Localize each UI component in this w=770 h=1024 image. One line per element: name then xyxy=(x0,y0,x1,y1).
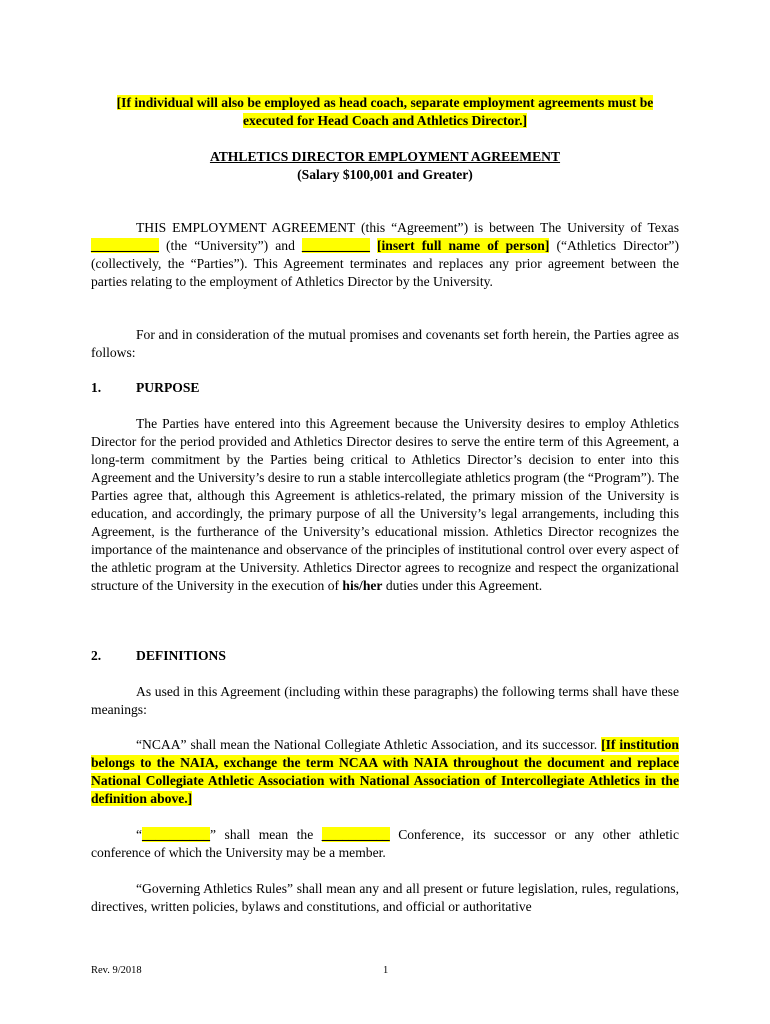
governing-rules-definition xyxy=(91,880,679,916)
instruction-note xyxy=(91,94,679,130)
intro-text-c xyxy=(370,238,377,253)
ncaa-definition xyxy=(91,736,679,808)
definitions-intro xyxy=(91,683,679,719)
purpose-text-a: The Parties have entered into this Agreement because the University desires to employ Athletics Director for the period provided and Athletics Director desires to serve the entire term of this Agreement, a long-term commitment by the Parties being critical to Athletics Director’s decision to enter into this Agreement and the University’s desire to run a stable intercollegiate athletics program (the “Program”). The Parties agree that, although this Agreement is athletics-related, the primary mission of the University is education, and accordingly, the primary purpose of all the University’s legal arrangements, including this Agreement, is the furtherance of the University’s educational mission. Athletics Director recognizes the importance of the maintenance and observance of the principles of institutional control over every aspect of the athletic program at the University. Athletics Director agrees to recognize and respect the organizational structure of the University in the execution of xyxy=(91,416,679,593)
definitions-intro-text: As used in this Agreement (including within these paragraphs) the following terms shall have these meanings: xyxy=(91,684,679,717)
name-blank: __________ xyxy=(301,238,370,253)
page-number: 1 xyxy=(383,965,389,976)
revision-footer: Rev. 9/2018 xyxy=(91,965,142,976)
instruction-note-text: [If individual will also be employed as head coach, separate employment agreements must be executed for Head Coach and Athletics Director.] xyxy=(116,95,654,128)
governing-rules-text: “Governing Athletics Rules” shall mean any and all present or future legislation, rules, regulations, directives, written policies, bylaws and constitutions, and official or authoritative xyxy=(91,881,679,914)
conference-text-a: ” shall mean the xyxy=(210,827,322,842)
conference-term-blank: __________ xyxy=(142,827,211,842)
intro-text-a: THIS EMPLOYMENT AGREEMENT (this “Agreement”) is between The University of Texas xyxy=(136,220,679,235)
purpose-text-b: duties under this Agreement. xyxy=(382,578,543,593)
section-1-title: PURPOSE xyxy=(136,380,200,395)
intro-text-d: (“Athletics Director”) (collectively, the “Parties”). This Agreement terminates and replaces any prior agreement between the parties relating to the employment of Athletics Director by the University. xyxy=(91,238,679,289)
consideration-paragraph xyxy=(91,326,679,362)
conference-definition xyxy=(91,826,679,862)
intro-paragraph xyxy=(91,219,679,291)
conference-text-b: Conference, its successor or any other athletic conference of which the University may be a member. xyxy=(91,827,679,860)
section-2-number: 2. xyxy=(91,648,102,663)
document-title: ATHLETICS DIRECTOR EMPLOYMENT AGREEMENT xyxy=(209,149,561,164)
intro-text-b: (the “University”) and xyxy=(158,238,302,253)
consideration-text: For and in consideration of the mutual promises and covenants set forth herein, the Parties agree as follows: xyxy=(91,327,679,360)
document-subtitle: (Salary $100,001 and Greater) xyxy=(297,167,473,182)
conference-quote-open: “ xyxy=(136,827,143,842)
university-blank: __________ xyxy=(91,238,159,253)
naia-instruction-note: [If institution belongs to the NAIA, exchange the term NCAA with NAIA throughout the document and replace National Collegiate Athletic Association with National Association of Intercollegiate Athletics in the definition above.] xyxy=(91,737,679,806)
conference-name-blank: __________ xyxy=(321,827,390,842)
ncaa-definition-text: “NCAA” shall mean the National Collegiate Athletic Association, and its successor. xyxy=(136,737,602,752)
title-block xyxy=(91,148,679,184)
section-2-title: DEFINITIONS xyxy=(136,648,226,663)
section-1-heading xyxy=(91,379,199,397)
his-her-term: his/her xyxy=(342,578,383,593)
purpose-paragraph xyxy=(91,415,679,595)
section-2-heading xyxy=(91,647,226,665)
insert-name-note: [insert full name of person] xyxy=(376,238,550,253)
section-1-number: 1. xyxy=(91,380,102,395)
